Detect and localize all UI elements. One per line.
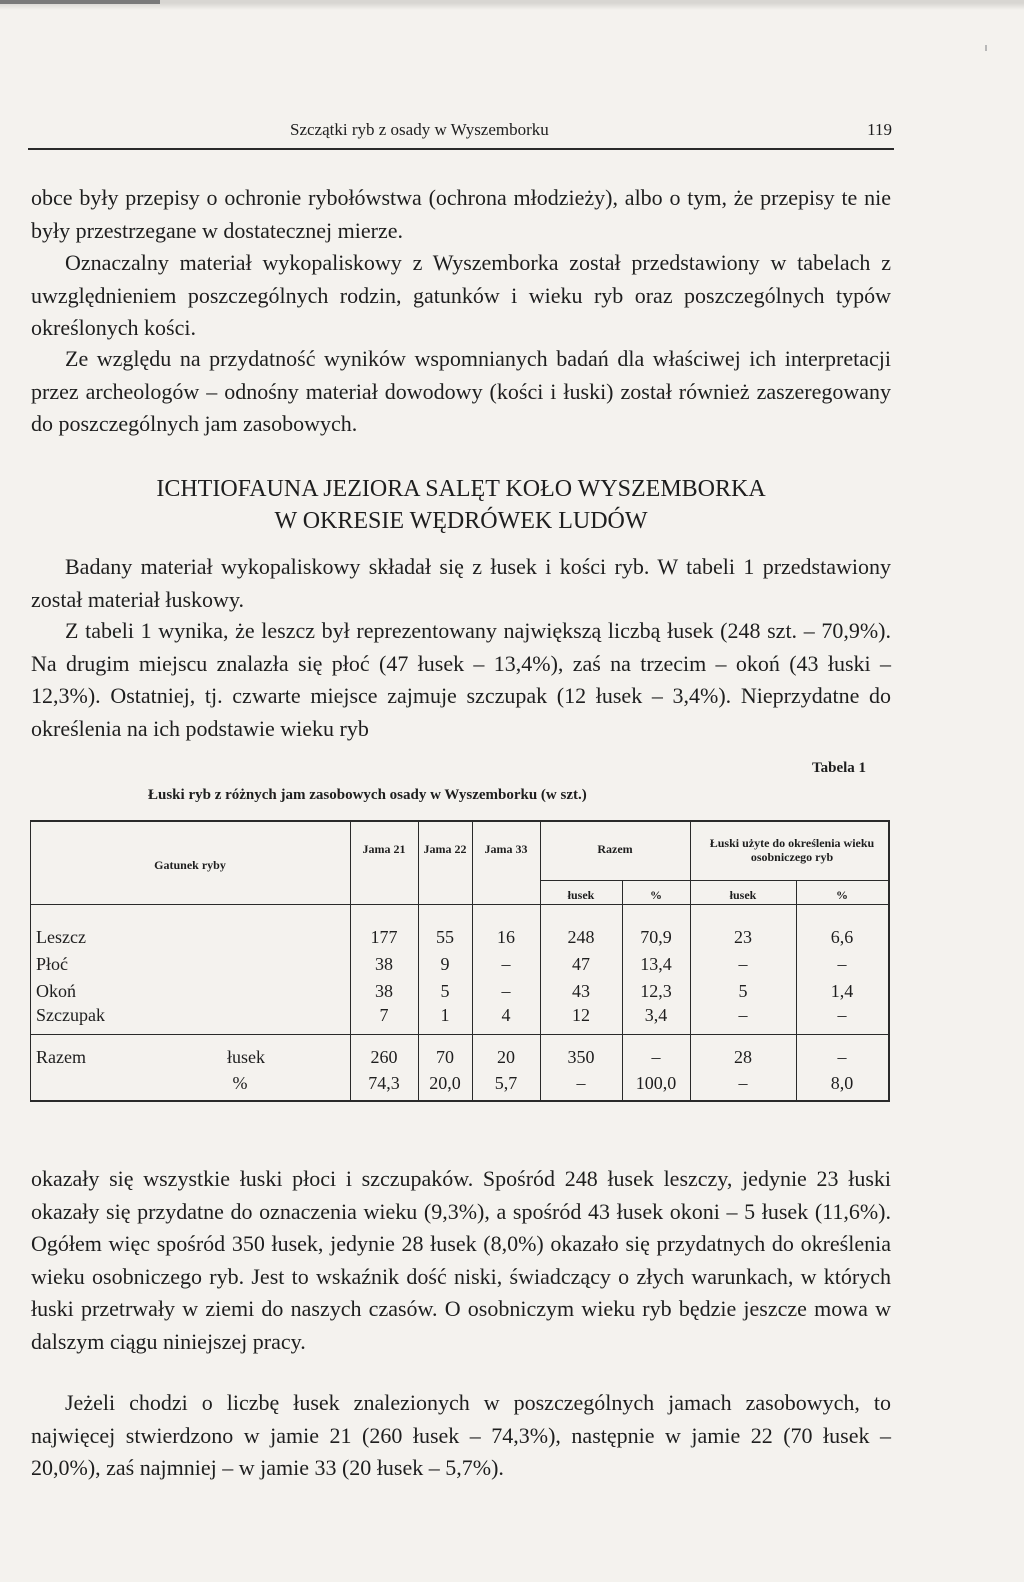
paragraph-2: Oznaczalny materiał wykopaliskowy z Wyszemborka został przedstawiony w tabelach z uwzględnieniem poszczególnych rodzin, gatunków i wieku ryb oraz poszczególnych typów określonych kości. — [31, 250, 891, 340]
cell-pct-aged-pct: 8,0 — [830, 1073, 854, 1093]
cell-total-n: 350 — [567, 1047, 595, 1067]
header-percent: % — [650, 888, 662, 902]
header-scales: łusek — [567, 888, 595, 902]
scales-table — [30, 820, 890, 1104]
cell-ploc-j21: 38 — [375, 954, 393, 974]
cell-okon-aged: 5 — [738, 981, 748, 1001]
paragraph-7: Jeżeli chodzi o liczbę łusek znalezionych w poszczególnych jamach zasobowych, to najwięcej stwierdzono w jamie 21 (260 łusek – 74,3%), następnie w jamie 22 (70 łusek – 20,0%), zaś najmniej – w jamie 33 (20 łusek – 5,7%). — [31, 1390, 891, 1480]
cell-ploc-j22: 9 — [440, 954, 450, 974]
cell-pct-n: – — [576, 1073, 586, 1093]
table-rule-subheader — [540, 880, 890, 881]
running-head — [28, 120, 894, 150]
table-rule-bottom — [30, 1100, 890, 1102]
cell-okon-j33: – — [501, 981, 511, 1001]
cell-pct-j22: 20,0 — [429, 1073, 461, 1093]
cell-ploc-aged: – — [738, 954, 748, 974]
cell-okon-pct: 12,3 — [640, 981, 672, 1001]
header-species: Gatunek ryby — [154, 858, 226, 872]
running-head-title: Szczątki ryb z osady w Wyszemborku — [290, 120, 549, 139]
cell-okon-j22: 5 — [440, 981, 450, 1001]
table-title: Łuski ryb z różnych jam zasobowych osady w Wyszemborku (w szt.) — [148, 787, 587, 803]
paragraph-block-2 — [31, 247, 891, 345]
paragraph-5: Z tabeli 1 wynika, że leszcz był reprezentowany największą liczbą łusek (248 szt. – 70,9%). Na drugim miejscu znalazła się płoć (47 łusek – 13,4%), zaś na trzecim – okoń (43 łuski – 12,3%). Ostatniej, tj. czwarte miejsce zajmuje szczupak (12 łusek – 3,4%). Nieprzydatne do określenia na ich podstawie wieku ryb — [31, 618, 891, 741]
cell-ploc-pct: 13,4 — [640, 954, 672, 974]
total-unit-scales: łusek — [227, 1047, 265, 1067]
paragraph-continuation — [31, 182, 891, 247]
paragraph-6: okazały się wszystkie łuski płoci i szczupaków. Spośród 248 łusek leszczy, jedynie 23 łuski okazały się przydatne do oznaczenia wieku (9,3%), a spośród 43 łusek okoni – 5 łusek (11,6%). Ogółem więc spośród 350 łusek, jedynie 28 łusek (8,0%) okazało się przydatnych do określenia wieku osobniczego ryb. Jest to wskaźnik dość niski, świadczący o złych warunkach, w których łuski przetrwały w ziemi do naszych czasów. O osobniczym wieku ryb będzie jeszcze mowa w dalszym ciągu niniejszej pracy. — [31, 1166, 891, 1354]
section-heading-line-2: W OKRESIE WĘDRÓWEK LUDÓW — [274, 508, 648, 534]
cell-leszcz-j22: 55 — [436, 927, 454, 947]
cell-leszcz-j33: 16 — [497, 927, 515, 947]
paragraph-3: Ze względu na przydatność wyników wspomnianych badań dla właściwej ich interpretacji przez archeologów – odnośny materiał dowodowy (kości i łuski) został również zaszeregowany do poszczególnych jam zasobowych. — [31, 346, 891, 436]
header-total: Razem — [597, 842, 633, 856]
header-pit-22: Jama 22 — [423, 842, 467, 856]
row-label-ploc: Płoć — [36, 954, 69, 974]
cell-okon-j21: 38 — [375, 981, 393, 1001]
paragraph-block-4 — [31, 551, 891, 616]
table-rule-left — [30, 820, 31, 1102]
cell-okon-aged-pct: 1,4 — [830, 981, 854, 1001]
cell-szczupak-j33: 4 — [501, 1005, 511, 1025]
paragraph-block-6 — [31, 1163, 891, 1358]
cell-szczupak-total: 12 — [572, 1005, 590, 1025]
header-percent-aged: % — [836, 888, 848, 902]
cell-total-j21: 260 — [370, 1047, 398, 1067]
cell-szczupak-aged: – — [738, 1005, 748, 1025]
cell-szczupak-j21: 7 — [379, 1005, 389, 1025]
cell-leszcz-j21: 177 — [370, 927, 398, 947]
cell-szczupak-j22: 1 — [440, 1005, 450, 1025]
section-heading-line-1: ICHTIOFAUNA JEZIORA SALĘT KOŁO WYSZEMBORKA — [156, 476, 766, 502]
cell-ploc-total: 47 — [572, 954, 590, 974]
cell-total-p: – — [651, 1047, 661, 1067]
cell-okon-total: 43 — [572, 981, 590, 1001]
header-pit-33: Jama 33 — [484, 842, 528, 856]
row-label-total: Razem — [36, 1047, 86, 1067]
paragraph-1: obce były przepisy o ochronie rybołówstwa (ochrona młodzieży), albo o tym, że przepisy te nie były przestrzegane w dostatecznej mierze. — [31, 185, 891, 243]
cell-leszcz-total: 248 — [567, 927, 595, 947]
cell-pct-p: 100,0 — [635, 1073, 677, 1093]
cell-ploc-aged-pct: – — [837, 954, 847, 974]
table-rule-header — [30, 904, 890, 905]
table-label: Tabela 1 — [812, 760, 867, 776]
cell-leszcz-aged-pct: 6,6 — [830, 927, 854, 947]
cell-szczupak-aged-pct: – — [837, 1005, 847, 1025]
paragraph-block-5 — [31, 615, 891, 745]
paragraph-4: Badany materiał wykopaliskowy składał się z łusek i kości ryb. W tabeli 1 przedstawiony został materiał łuskowy. — [31, 554, 891, 612]
cell-pct-j21: 74,3 — [368, 1073, 400, 1093]
total-unit-percent: % — [232, 1073, 248, 1093]
cell-leszcz-aged: 23 — [734, 927, 752, 947]
header-aged-scales: Łuski użyte do określenia wieku osobniczego ryb — [709, 836, 875, 864]
cell-total-aged: 28 — [734, 1047, 752, 1067]
table-rule-top — [30, 820, 890, 822]
cell-szczupak-pct: 3,4 — [644, 1005, 668, 1025]
cell-pct-j33: 5,7 — [494, 1073, 518, 1093]
header-scales-aged: łusek — [729, 888, 757, 902]
cell-total-j22: 70 — [436, 1047, 454, 1067]
cell-pct-aged: – — [738, 1073, 748, 1093]
cell-ploc-j33: – — [501, 954, 511, 974]
header-pit-21: Jama 21 — [362, 842, 406, 856]
row-label-leszcz: Leszcz — [36, 927, 86, 947]
section-heading — [31, 473, 891, 537]
scan-dust-mark — [985, 45, 987, 51]
paragraph-block-7 — [31, 1387, 891, 1485]
cell-leszcz-pct: 70,9 — [640, 927, 672, 947]
scan-edge-mark — [0, 0, 160, 4]
row-label-okon: Okoń — [36, 981, 76, 1001]
table-rule-total — [30, 1034, 890, 1035]
paragraph-block-3 — [31, 343, 891, 441]
row-label-szczupak: Szczupak — [36, 1005, 105, 1025]
page-number: 119 — [867, 120, 892, 139]
cell-total-j33: 20 — [497, 1047, 515, 1067]
cell-total-aged-pct: – — [837, 1047, 847, 1067]
